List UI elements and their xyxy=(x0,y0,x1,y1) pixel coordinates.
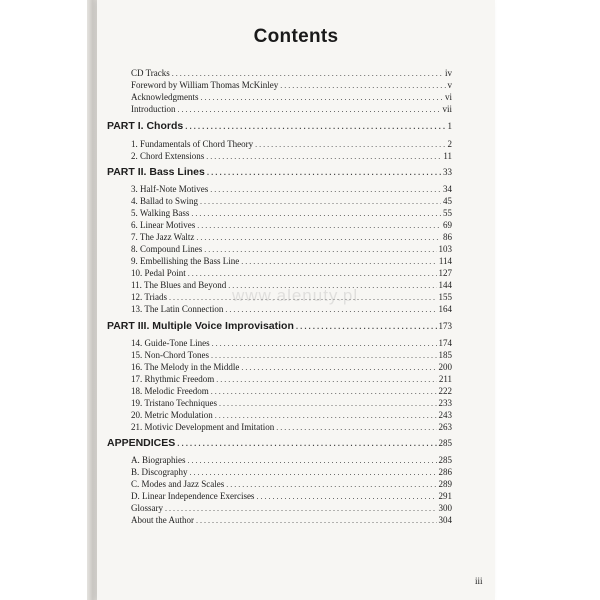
toc-entry-label: Introduction xyxy=(131,104,176,114)
toc-entry-label: 5. Walking Bass xyxy=(131,208,190,218)
toc-entry-page: vii xyxy=(442,104,452,114)
toc-entry-page: 304 xyxy=(438,515,452,525)
toc-entry-page: 173 xyxy=(438,321,452,331)
toc-entry-label: 17. Rhythmic Freedom xyxy=(131,374,215,384)
toc-entry-introduction[interactable] xyxy=(131,103,452,115)
part-title: PART I. Chords xyxy=(107,120,184,132)
toc-appendix[interactable] xyxy=(131,514,452,526)
toc-entry-cd-tracks[interactable] xyxy=(131,67,452,79)
toc-chapter[interactable] xyxy=(131,207,452,219)
toc-appendix[interactable] xyxy=(131,502,452,514)
toc-entry-label: 9. Embellishing the Bass Line xyxy=(131,256,240,266)
toc-entry-page: 1 xyxy=(447,121,452,131)
toc-entry-label: 12. Triads xyxy=(131,292,168,302)
toc-entry-label: 8. Compound Lines xyxy=(131,244,203,254)
toc-entry-page: 34 xyxy=(443,184,452,194)
dot-leader xyxy=(185,121,445,133)
toc-entry-label: 3. Half-Note Motives xyxy=(131,184,209,194)
toc-entry-page: iv xyxy=(444,68,452,78)
toc-part-1-heading[interactable] xyxy=(107,120,452,132)
part-title: PART III. Multiple Voice Improvisation xyxy=(107,320,294,332)
toc-entry-page: 233 xyxy=(438,398,452,408)
page-number: iii xyxy=(475,576,483,586)
toc-entry-page: 291 xyxy=(438,491,452,501)
toc-entry-page: 69 xyxy=(443,220,452,230)
toc-entry-label: 20. Metric Modulation xyxy=(131,410,213,420)
toc-entry-label: Acknowledgments xyxy=(131,92,199,102)
toc-chapter[interactable] xyxy=(131,219,452,231)
toc-chapter[interactable] xyxy=(131,267,452,279)
toc-entry-label: 13. The Latin Connection xyxy=(131,304,224,314)
toc-chapter[interactable] xyxy=(131,150,452,162)
toc-chapter[interactable] xyxy=(131,138,452,150)
toc-entry-page: 86 xyxy=(443,232,452,242)
toc-appendix[interactable] xyxy=(131,454,452,466)
toc-entry-page: 211 xyxy=(438,374,452,384)
toc-appendix[interactable] xyxy=(131,466,452,478)
toc-entry-page: 2 xyxy=(447,139,452,149)
toc-entry-page: 164 xyxy=(438,304,452,314)
page-title: Contents xyxy=(253,26,339,47)
toc-entry-page: 11 xyxy=(443,151,452,161)
part-title: APPENDICES xyxy=(107,437,176,449)
toc-entry-page: 155 xyxy=(438,292,452,302)
toc-entry-acknowledgments[interactable] xyxy=(131,91,452,103)
toc-entry-label: 11. The Blues and Beyond xyxy=(131,280,227,290)
toc-entry-page: 200 xyxy=(438,362,452,372)
watermark: www.alenuty.pl xyxy=(232,286,359,305)
toc-entry-page: 286 xyxy=(438,467,452,477)
toc-part-3-heading[interactable] xyxy=(107,320,452,332)
toc-appendices-heading[interactable] xyxy=(107,437,452,449)
toc-chapter[interactable] xyxy=(131,349,452,361)
toc-entry-page: 285 xyxy=(438,455,452,465)
toc-entry-label: 18. Melodic Freedom xyxy=(131,386,209,396)
toc-entry-label: D. Linear Independence Exercises xyxy=(131,491,255,501)
toc-chapter[interactable] xyxy=(131,231,452,243)
toc-entry-page: 114 xyxy=(438,256,452,266)
toc-entry-label: C. Modes and Jazz Scales xyxy=(131,479,225,489)
toc-entry-label: B. Discography xyxy=(131,467,188,477)
toc-entry-label: 7. The Jazz Waltz xyxy=(131,232,195,242)
toc-appendix[interactable] xyxy=(131,490,452,502)
toc-chapter[interactable] xyxy=(131,421,452,433)
toc-entry-page: 33 xyxy=(443,167,452,177)
part-title: PART II. Bass Lines xyxy=(107,166,205,178)
toc-entry-page: 174 xyxy=(438,338,452,348)
toc-entry-page: vi xyxy=(444,92,452,102)
toc-chapter[interactable] xyxy=(131,183,452,195)
dot-leader xyxy=(207,167,441,179)
toc-entry-label: 19. Tristano Techniques xyxy=(131,398,217,408)
toc-chapter[interactable] xyxy=(131,373,452,385)
toc-entry-label: 2. Chord Extensions xyxy=(131,151,205,161)
toc-entry-page: 243 xyxy=(438,410,452,420)
toc-entry-label: 16. The Melody in the Middle xyxy=(131,362,240,372)
toc-entry-label: About the Author xyxy=(131,515,194,525)
toc-chapter[interactable] xyxy=(131,385,452,397)
toc-entry-page: 103 xyxy=(438,244,452,254)
toc-entry-page: 289 xyxy=(438,479,452,489)
toc-entry-page: 285 xyxy=(438,438,452,448)
toc-part-2-heading[interactable] xyxy=(107,166,452,178)
toc-entry-label: CD Tracks xyxy=(131,68,170,78)
toc-entry-foreword[interactable] xyxy=(131,79,452,91)
toc-chapter[interactable] xyxy=(131,397,452,409)
toc-entry-label: 10. Pedal Point xyxy=(131,268,186,278)
toc-entry-label: 21. Motivic Development and Imitation xyxy=(131,422,275,432)
toc-entry-page: v xyxy=(447,80,452,90)
toc-chapter[interactable] xyxy=(131,409,452,421)
toc-appendix[interactable] xyxy=(131,478,452,490)
dot-leader xyxy=(178,104,441,116)
toc-entry-label: 6. Linear Motives xyxy=(131,220,196,230)
toc-chapter[interactable] xyxy=(131,337,452,349)
toc-entry-label: 1. Fundamentals of Chord Theory xyxy=(131,139,254,149)
toc-entry-page: 55 xyxy=(443,208,452,218)
dot-leader xyxy=(296,321,437,333)
toc-entry-label: Foreword by William Thomas McKinley xyxy=(131,80,279,90)
toc-entry-label: A. Biographies xyxy=(131,455,186,465)
toc-entry-label: Glossary xyxy=(131,503,163,513)
toc-chapter[interactable] xyxy=(131,243,452,255)
toc-chapter[interactable] xyxy=(131,195,452,207)
toc-chapter[interactable] xyxy=(131,361,452,373)
toc-entry-page: 45 xyxy=(443,196,452,206)
dot-leader xyxy=(177,438,436,450)
dot-leader xyxy=(276,422,436,434)
toc-entry-page: 127 xyxy=(438,268,452,278)
toc-entry-page: 263 xyxy=(438,422,452,432)
toc-chapter[interactable] xyxy=(131,255,452,267)
dot-leader xyxy=(196,515,437,527)
toc-entry-label: 15. Non-Chord Tones xyxy=(131,350,209,360)
toc-entry-page: 222 xyxy=(438,386,452,396)
toc-entry-label: 4. Ballad to Swing xyxy=(131,196,198,206)
toc-entry-page: 144 xyxy=(438,280,452,290)
toc-entry-label: 14. Guide-Tone Lines xyxy=(131,338,210,348)
toc-entry-page: 185 xyxy=(438,350,452,360)
toc-entry-page: 300 xyxy=(438,503,452,513)
dot-leader xyxy=(206,151,441,163)
